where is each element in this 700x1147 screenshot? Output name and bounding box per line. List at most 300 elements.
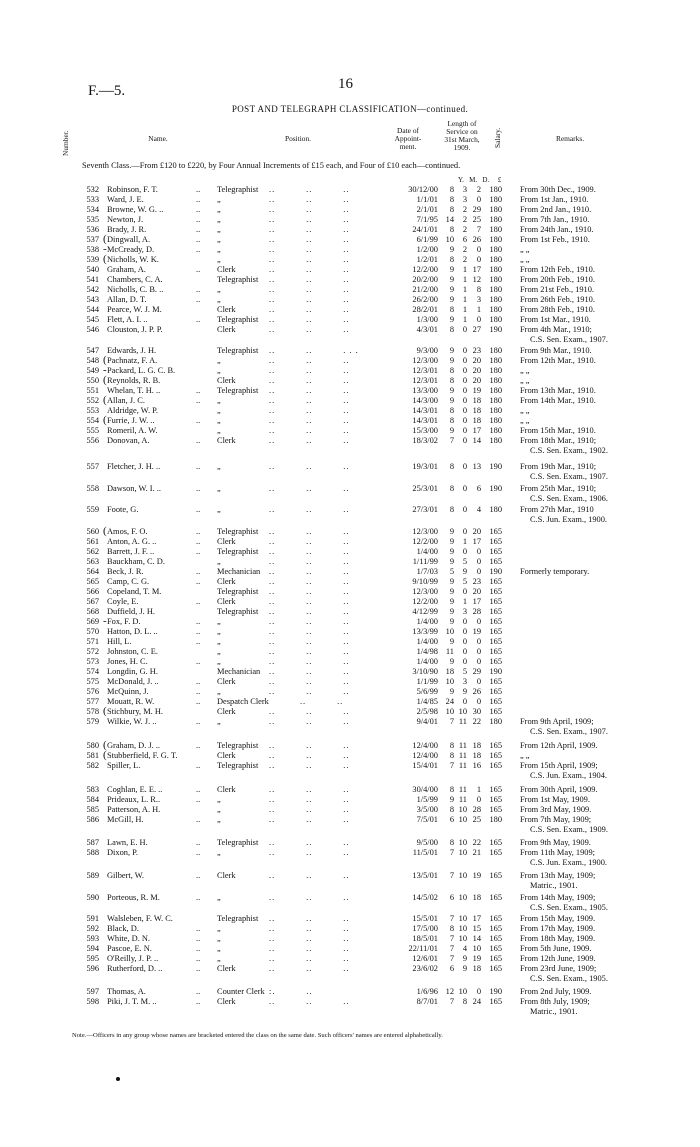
row-number: 572 xyxy=(86,647,99,656)
row-number: 546 xyxy=(86,325,99,334)
table-row xyxy=(0,505,700,515)
row-years: 9 xyxy=(449,426,454,435)
row-leader: .. .. .. xyxy=(269,607,350,616)
row-salary: 165 xyxy=(489,597,502,606)
row-name: O'Reilly, J. P. .. xyxy=(107,954,159,963)
row-leader: .. xyxy=(196,987,201,996)
row-number: 569 xyxy=(86,617,99,626)
row-remarks: From 27th Mar., 1910 xyxy=(520,505,594,514)
row-years: 8 xyxy=(449,255,454,264)
row-days: 24 xyxy=(472,997,481,1006)
row-salary: 165 xyxy=(489,637,502,646)
row-days: 17 xyxy=(472,426,481,435)
row-remarks: From 25th Mar., 1910; xyxy=(520,484,597,493)
table-row xyxy=(0,838,700,848)
row-bracket: ( xyxy=(103,525,107,537)
row-leader: .. xyxy=(196,527,201,536)
row-days: 6 xyxy=(476,484,481,493)
row-position: „ xyxy=(217,245,221,254)
row-name: White, D. N. xyxy=(107,934,151,943)
row-name: Pascoe, E. N. xyxy=(107,944,152,953)
row-appointment-date: 12/2/00 xyxy=(412,537,438,546)
row-years: 8 xyxy=(449,225,454,234)
row-days: 12 xyxy=(472,275,481,284)
row-appointment-date: 12/3/00 xyxy=(412,356,438,365)
row-name: Browne, W. G. .. xyxy=(107,205,164,214)
row-remarks: From 18th May, 1909. xyxy=(520,934,596,943)
row-position: „ xyxy=(217,285,221,294)
row-days: 25 xyxy=(472,815,481,824)
row-months: 3 xyxy=(462,195,467,204)
row-months: 10 xyxy=(458,805,467,814)
row-years: 9 xyxy=(449,396,454,405)
row-days: 28 xyxy=(472,607,481,616)
row-years: 18 xyxy=(445,667,454,676)
row-remarks: From 7th Jan., 1910. xyxy=(520,215,590,224)
row-leader: .. xyxy=(196,416,201,425)
row-number: 535 xyxy=(86,215,99,224)
row-leader: .. .. .. xyxy=(269,235,350,244)
row-years: 8 xyxy=(449,805,454,814)
row-months: 2 xyxy=(462,255,467,264)
row-appointment-date: 1/4/00 xyxy=(416,657,438,666)
row-remarks-continued: C.S. Sen. Exam., 1902. xyxy=(530,446,608,455)
row-months: 0 xyxy=(462,627,467,636)
row-position: Telegraphist xyxy=(217,607,259,616)
row-salary: 180 xyxy=(489,315,502,324)
row-days: 0 xyxy=(476,677,481,686)
row-years: 9 xyxy=(449,346,454,355)
row-position: Telegraphist xyxy=(217,527,259,536)
row-remarks: From 9th May, 1909. xyxy=(520,838,591,847)
row-salary: 165 xyxy=(489,627,502,636)
row-days: 1 xyxy=(476,785,481,794)
row-months: 11 xyxy=(458,795,467,804)
row-days: 0 xyxy=(476,245,481,254)
row-leader: .. .. .. xyxy=(269,285,350,294)
row-position: „ xyxy=(217,484,221,493)
row-years: 8 xyxy=(449,416,454,425)
row-salary: 180 xyxy=(489,505,502,514)
row-days: 19 xyxy=(472,386,481,395)
row-position: Telegraphist xyxy=(217,914,259,923)
row-days: 22 xyxy=(472,717,481,726)
row-number: 539 xyxy=(86,255,99,264)
row-name: Camp, C. G. xyxy=(107,577,150,586)
table-row xyxy=(0,436,700,446)
row-name: Clouston, J. P. P. xyxy=(107,325,163,334)
row-appointment-date: 1/4/00 xyxy=(416,547,438,556)
row-days: 15 xyxy=(472,924,481,933)
row-number: 595 xyxy=(86,954,99,963)
row-days: 0 xyxy=(476,647,481,656)
footnote: Note.—Officers in any group whose names are bracketed entered the class on the same date. Such officers' names are entered alphabetically. xyxy=(72,1032,443,1039)
row-position: „ xyxy=(217,396,221,405)
row-leader: .. .. .. xyxy=(269,677,350,686)
row-number: 596 xyxy=(86,964,99,973)
row-leader: .. .. .. xyxy=(269,185,350,194)
row-name: Packard, L. G. C. B. xyxy=(107,366,176,375)
row-appointment-date: 3/10/90 xyxy=(412,667,438,676)
row-position: Clerk xyxy=(217,677,236,686)
row-bracket: ( xyxy=(103,253,107,265)
row-salary: 180 xyxy=(489,195,502,204)
row-days: 23 xyxy=(472,346,481,355)
row-name: Rutherford, D. .. xyxy=(107,964,163,973)
row-name: Nicholls, W. K. xyxy=(107,255,159,264)
row-position: Clerk xyxy=(217,325,236,334)
row-salary: 180 xyxy=(489,245,502,254)
row-years: 6 xyxy=(449,893,454,902)
row-leader: .. .. .. xyxy=(269,315,350,324)
row-leader: .. .. .. xyxy=(269,396,350,405)
row-months: 0 xyxy=(462,617,467,626)
row-days: 17 xyxy=(472,265,481,274)
row-appointment-date: 9/4/01 xyxy=(416,717,438,726)
row-years: 8 xyxy=(449,462,454,471)
row-days: 29 xyxy=(472,205,481,214)
row-years: 7 xyxy=(449,848,454,857)
row-bracket: ( xyxy=(103,705,107,717)
row-salary: 180 xyxy=(489,717,502,726)
table-row xyxy=(0,785,700,795)
row-number: 578 xyxy=(86,707,99,716)
row-name: Fox, F. D. xyxy=(107,617,141,626)
row-number: 545 xyxy=(86,315,99,324)
row-name: Jones, H. C. xyxy=(107,657,148,666)
table-row xyxy=(0,567,700,577)
row-years: 9 xyxy=(449,587,454,596)
row-leader: .. xyxy=(196,245,201,254)
row-appointment-date: 2/1/01 xyxy=(416,205,438,214)
row-salary: 165 xyxy=(489,557,502,566)
row-name: Edwards, J. H. xyxy=(107,346,157,355)
row-position: „ xyxy=(217,356,221,365)
row-remarks: From 7th May, 1909; xyxy=(520,815,592,824)
row-leader: .. .. .. xyxy=(269,751,350,760)
row-years: 7 xyxy=(449,914,454,923)
row-years: 9 xyxy=(449,356,454,365)
row-months: 10 xyxy=(458,893,467,902)
row-name: Flett, A. I. .. xyxy=(107,315,148,324)
row-leader: .. .. .. xyxy=(269,587,350,596)
header-number: Number. xyxy=(61,130,70,156)
row-position: „ xyxy=(217,934,221,943)
row-number: 576 xyxy=(86,687,99,696)
row-salary: 165 xyxy=(489,848,502,857)
row-salary: 165 xyxy=(489,527,502,536)
row-name: Graham, A. xyxy=(107,265,146,274)
table-row xyxy=(0,396,700,406)
row-salary: 165 xyxy=(489,944,502,953)
row-appointment-date: 3/5/00 xyxy=(416,805,438,814)
row-appointment-date: 22/11/01 xyxy=(408,944,438,953)
row-years: 8 xyxy=(449,195,454,204)
row-salary: 190 xyxy=(489,462,502,471)
row-leader: .. xyxy=(196,717,201,726)
row-appointment-date: 1/5/99 xyxy=(416,795,438,804)
row-months: 3 xyxy=(462,607,467,616)
row-days: 21 xyxy=(472,848,481,857)
row-years: 9 xyxy=(449,386,454,395)
row-remarks: Formerly temporary. xyxy=(520,567,590,576)
row-position: Clerk xyxy=(217,305,236,314)
row-leader: .. .. .. xyxy=(269,647,350,656)
row-months: 2 xyxy=(462,205,467,214)
row-remarks-continued: Matric., 1901. xyxy=(530,1007,578,1016)
row-years: 9 xyxy=(449,617,454,626)
row-salary: 165 xyxy=(489,934,502,943)
row-number: 561 xyxy=(86,537,99,546)
row-days: 1 xyxy=(476,305,481,314)
row-position: Despatch Clerk xyxy=(217,697,269,706)
table-row xyxy=(0,484,700,494)
row-leader: .. xyxy=(196,617,201,626)
row-salary: 165 xyxy=(489,607,502,616)
row-salary: 165 xyxy=(489,954,502,963)
row-months: 1 xyxy=(462,265,467,274)
row-remarks-continued: Matric., 1901. xyxy=(530,881,578,890)
row-leader: .. .. .. xyxy=(269,893,350,902)
row-salary: 190 xyxy=(489,325,502,334)
table-row xyxy=(0,871,700,881)
table-row xyxy=(0,848,700,858)
row-days: 30 xyxy=(472,707,481,716)
row-leader: .. xyxy=(196,627,201,636)
row-days: 3 xyxy=(476,295,481,304)
row-months: 0 xyxy=(462,386,467,395)
row-name: Furrie, J. W. .. xyxy=(107,416,155,425)
row-salary: 165 xyxy=(489,785,502,794)
table-row xyxy=(0,587,700,597)
row-number: 590 xyxy=(86,893,99,902)
row-years: 9 xyxy=(449,315,454,324)
row-position: „ xyxy=(217,647,221,656)
row-position: Telegraphist xyxy=(217,346,259,355)
row-remarks: From 14th Mar., 1910. xyxy=(520,396,596,405)
row-leader: .. .. .. xyxy=(269,761,350,770)
row-years: 8 xyxy=(449,325,454,334)
row-number: 585 xyxy=(86,805,99,814)
row-days: 10 xyxy=(472,944,481,953)
row-name: Fletcher, J. H. .. xyxy=(107,462,161,471)
row-leader: .. .. .. xyxy=(269,557,350,566)
row-years: 10 xyxy=(445,677,454,686)
row-years: 8 xyxy=(449,205,454,214)
row-position: Telegraphist xyxy=(217,547,259,556)
row-years: 9 xyxy=(449,265,454,274)
row-position: Telegraphist xyxy=(217,587,259,596)
row-appointment-date: 7/1/95 xyxy=(416,215,438,224)
row-number: 541 xyxy=(86,275,99,284)
row-days: 19 xyxy=(472,627,481,636)
table-row xyxy=(0,761,700,771)
row-number: 574 xyxy=(86,667,99,676)
row-days: 18 xyxy=(472,893,481,902)
row-name: Wilkie, W. J. .. xyxy=(107,717,157,726)
row-remarks-continued: C.S. Sen. Exam., 1906. xyxy=(530,494,608,503)
row-appointment-date: 12/2/00 xyxy=(412,265,438,274)
row-months: 9 xyxy=(462,954,467,963)
row-months: 11 xyxy=(458,717,467,726)
row-salary: 165 xyxy=(489,657,502,666)
row-years: 9 xyxy=(449,577,454,586)
row-leader: .. xyxy=(196,285,201,294)
row-months: 0 xyxy=(462,547,467,556)
row-bracket: ( xyxy=(103,739,107,751)
row-name: Hill, L. xyxy=(107,637,132,646)
row-appointment-date: 6/1/99 xyxy=(416,235,438,244)
row-number: 594 xyxy=(86,944,99,953)
row-years: 9 xyxy=(449,657,454,666)
row-days: 17 xyxy=(472,597,481,606)
row-years: 11 xyxy=(445,647,454,656)
row-number: 597 xyxy=(86,987,99,996)
row-months: 3 xyxy=(462,185,467,194)
table-row xyxy=(0,195,700,205)
row-months: 3 xyxy=(462,677,467,686)
row-months: 10 xyxy=(458,871,467,880)
header-length-line: Service on xyxy=(446,127,478,136)
row-salary: 165 xyxy=(489,547,502,556)
row-years: 9 xyxy=(449,687,454,696)
row-leader: .. .. .. xyxy=(269,924,350,933)
row-position: Telegraphist xyxy=(217,838,259,847)
row-name: Patterson, A. H. xyxy=(107,805,161,814)
row-years: 7 xyxy=(449,761,454,770)
row-years: 7 xyxy=(449,436,454,445)
row-number: 588 xyxy=(86,848,99,857)
row-number: 540 xyxy=(86,265,99,274)
row-salary: 165 xyxy=(489,838,502,847)
row-position: Clerk xyxy=(217,537,236,546)
row-name: Barrett, J. F. .. xyxy=(107,547,155,556)
table-row xyxy=(0,717,700,727)
row-remarks: From 4th Mar., 1910; xyxy=(520,325,592,334)
row-bracket: - xyxy=(103,615,107,627)
table-row xyxy=(0,426,700,436)
row-years: 8 xyxy=(449,838,454,847)
row-appointment-date: 4/12/99 xyxy=(412,607,438,616)
row-leader: .. xyxy=(196,997,201,1006)
row-position: „ xyxy=(217,462,221,471)
row-appointment-date: 15/5/01 xyxy=(412,914,438,923)
row-leader: .. .. .. xyxy=(269,325,350,334)
header-name: Name. xyxy=(148,134,168,143)
row-days: 28 xyxy=(472,805,481,814)
row-position: „ xyxy=(217,255,221,264)
row-remarks: From 12th June, 1909. xyxy=(520,954,596,963)
row-bracket: ( xyxy=(103,233,107,245)
row-position: „ xyxy=(217,205,221,214)
row-number: 560 xyxy=(86,527,99,536)
row-leader: .. xyxy=(196,687,201,696)
row-appointment-date: 1/4/00 xyxy=(416,637,438,646)
row-bracket: ( xyxy=(103,414,107,426)
row-number: 586 xyxy=(86,815,99,824)
row-name: Whelan, T. H. .. xyxy=(107,386,161,395)
row-position: „ xyxy=(217,295,221,304)
row-number: 559 xyxy=(86,505,99,514)
row-months: 0 xyxy=(462,436,467,445)
row-months: 11 xyxy=(458,751,467,760)
row-number: 575 xyxy=(86,677,99,686)
row-days: 0 xyxy=(476,795,481,804)
row-months: 0 xyxy=(462,697,467,706)
row-leader: .. .. .. xyxy=(269,366,350,375)
row-number: 549 xyxy=(86,366,99,375)
header-date-line: Appoint- xyxy=(394,134,422,143)
row-remarks-continued: C.S. Jun. Exam., 1900. xyxy=(530,515,608,524)
row-salary: 180 xyxy=(489,215,502,224)
row-position: „ xyxy=(217,687,221,696)
row-leader: .. xyxy=(196,924,201,933)
row-position: „ xyxy=(217,893,221,902)
row-months: 11 xyxy=(458,761,467,770)
row-number: 550 xyxy=(86,376,99,385)
row-months: 10 xyxy=(458,924,467,933)
row-appointment-date: 28/2/01 xyxy=(412,305,438,314)
row-days: 0 xyxy=(476,195,481,204)
row-number: 581 xyxy=(86,751,99,760)
row-position: Telegraphist xyxy=(217,185,259,194)
row-months: 10 xyxy=(458,987,467,996)
table-row xyxy=(0,815,700,825)
row-appointment-date: 4/3/01 xyxy=(416,325,438,334)
row-position: Telegraphist xyxy=(217,761,259,770)
row-leader: .. .. .. xyxy=(269,597,350,606)
row-position: Clerk xyxy=(217,577,236,586)
row-number: 589 xyxy=(86,871,99,880)
row-days: 0 xyxy=(476,567,481,576)
row-appointment-date: 12/6/01 xyxy=(412,954,438,963)
row-months: 9 xyxy=(462,567,467,576)
row-leader: .. .. .. xyxy=(269,376,350,385)
row-leader: .. .. .. xyxy=(269,567,350,576)
row-months: 1 xyxy=(462,315,467,324)
row-position: Telegraphist xyxy=(217,741,259,750)
row-appointment-date: 21/2/00 xyxy=(412,285,438,294)
row-name: Reynolds, R. B. xyxy=(107,376,161,385)
row-days: 0 xyxy=(476,637,481,646)
row-appointment-date: 12/3/00 xyxy=(412,587,438,596)
row-leader: .. .. .. xyxy=(269,815,350,824)
row-leader: .. xyxy=(196,657,201,666)
row-leader: .. xyxy=(196,893,201,902)
row-days: 20 xyxy=(472,356,481,365)
row-number: 532 xyxy=(86,185,99,194)
row-leader: .. .. .. xyxy=(269,547,350,556)
row-position: Clerk xyxy=(217,376,236,385)
row-salary: 190 xyxy=(489,667,502,676)
table-row xyxy=(0,265,700,275)
row-leader: .. .. .. xyxy=(269,505,350,514)
row-leader: .. .. .. xyxy=(269,305,350,314)
row-days: 18 xyxy=(472,964,481,973)
row-salary: 180 xyxy=(489,416,502,425)
row-remarks: „ „ xyxy=(520,416,530,425)
row-days: 0 xyxy=(476,255,481,264)
row-leader: .. .. .. xyxy=(269,997,350,1006)
header-date-line: ment. xyxy=(399,142,417,151)
row-leader: :. .. xyxy=(269,987,313,996)
row-months: 9 xyxy=(462,964,467,973)
row-months: 6 xyxy=(462,235,467,244)
row-appointment-date: 26/2/00 xyxy=(412,295,438,304)
row-salary: 165 xyxy=(489,805,502,814)
row-days: 0 xyxy=(476,315,481,324)
row-days: 19 xyxy=(472,954,481,963)
